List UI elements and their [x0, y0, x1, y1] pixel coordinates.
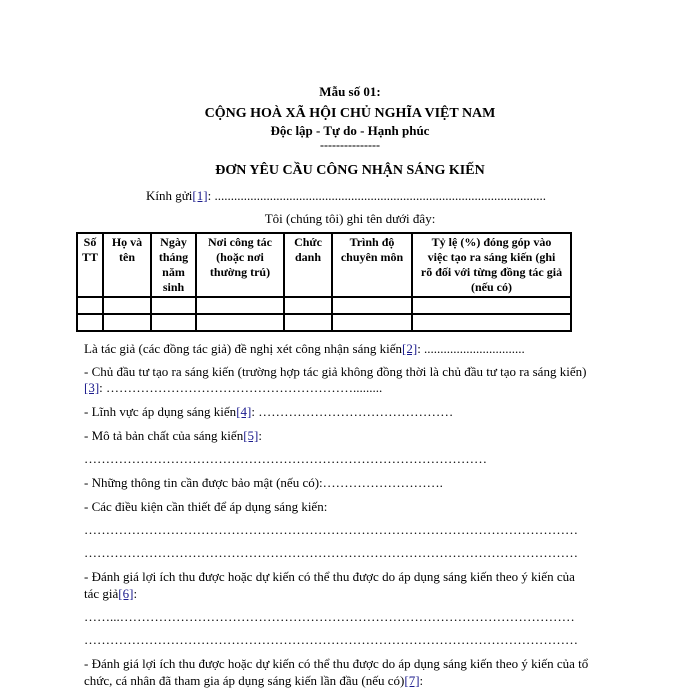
table-row [77, 314, 571, 331]
header-cell-birthdate: Ngày tháng năm sinh [151, 233, 196, 297]
table-header-row [77, 233, 571, 297]
table-cell[interactable] [284, 314, 332, 331]
authors-line: Là tác giả (các đồng tác giả) đề nghị xét công nhận sáng kiến[2]: ............................... [84, 341, 525, 356]
table-cell[interactable] [412, 314, 571, 331]
investor-line: - Chủ đầu tư tạo ra sáng kiến (trường hợp tác giả không đồng thời là chủ đầu tư tạo ra sáng kiến) [84, 364, 587, 379]
table-cell[interactable] [151, 314, 196, 331]
header-cell-qualification: Trình độ chuyên môn [332, 233, 412, 297]
header-cell-name: Họ và tên [103, 233, 151, 297]
header-rule: --------------- [320, 138, 380, 152]
footnote-link-6[interactable]: [6] [118, 586, 134, 601]
footnote-link-3[interactable]: [3] [84, 380, 100, 395]
footnote-link-1[interactable]: [1] [192, 188, 208, 203]
form-number: Mẫu số 01: [319, 84, 381, 99]
footnote-link-7[interactable]: [7] [404, 673, 420, 688]
benefit-author-line: - Đánh giá lợi ích thu được hoặc dự kiến có thể thu được do áp dụng sáng kiến theo ý kiến của [84, 569, 575, 584]
table-cell[interactable] [332, 314, 412, 331]
description-line: - Mô tả bản chất của sáng kiến[5]: [84, 428, 262, 443]
intro-line: Tôi (chúng tôi) ghi tên dưới đây: [264, 211, 436, 226]
national-motto: Độc lập - Tự do - Hạnh phúc [270, 123, 430, 138]
benefit-org-line: - Đánh giá lợi ích thu được hoặc dự kiến có thể thu được do áp dụng sáng kiến theo ý kiến của tổ [84, 656, 589, 671]
table-cell[interactable] [77, 314, 103, 331]
benefit-dots-2: …………………………………………………………………………………………………… [84, 632, 578, 647]
description-dots: ………………………………………………………………………………… [84, 451, 487, 466]
field-line: - Lĩnh vực áp dụng sáng kiến[4]: ……………………………………… [84, 404, 454, 419]
table-cell[interactable] [332, 297, 412, 314]
benefit-org-line-cont: chức, cá nhân đã tham gia áp dụng sáng kiến lần đầu (nếu có)[7]: [84, 673, 424, 688]
table-cell[interactable] [284, 297, 332, 314]
footnote-link-2[interactable]: [2] [402, 341, 418, 356]
table-cell[interactable] [196, 314, 284, 331]
table-cell[interactable] [103, 314, 151, 331]
table-cell[interactable] [151, 297, 196, 314]
header-cell-contribution: Tỷ lệ (%) đóng góp vào việc tạo ra sáng kiến (ghi rõ đối với từng đồng tác giả (nếu có) [412, 233, 571, 297]
table-row [77, 297, 571, 314]
table-cell[interactable] [196, 297, 284, 314]
footnote-link-5[interactable]: [5] [243, 428, 259, 443]
authors-table [76, 232, 572, 332]
conditions-line: - Các điều kiện cần thiết để áp dụng sáng kiến: [84, 499, 328, 514]
footnote-link-4[interactable]: [4] [236, 404, 252, 419]
benefit-author-line-cont: tác giả[6]: [84, 586, 138, 601]
header-cell-stt: Số TT [77, 233, 103, 297]
header-cell-position: Chức danh [284, 233, 332, 297]
document-title: ĐƠN YÊU CẦU CÔNG NHẬN SÁNG KIẾN [215, 163, 485, 178]
addressee-dots: : ...................................................................................................... [207, 188, 546, 203]
table-cell[interactable] [77, 297, 103, 314]
header-cell-workplace: Nơi công tác (hoặc nơi thường trú) [196, 233, 284, 297]
conditions-dots-1: …………………………………………………………………………………………………… [84, 522, 578, 537]
table-cell[interactable] [412, 297, 571, 314]
addressee-line [146, 188, 546, 204]
table-cell[interactable] [103, 297, 151, 314]
addressee-label: Kính gửi [146, 188, 193, 203]
nation-title: CỘNG HOÀ XÃ HỘI CHỦ NGHĨA VIỆT NAM [204, 106, 496, 121]
benefit-dots-1: ……...…………………………………………………………………………………………… [84, 609, 575, 624]
conditions-dots-2: …………………………………………………………………………………………………… [84, 545, 578, 560]
investor-line-cont: [3]: …………………………………………………......... [84, 380, 383, 395]
secret-info-line: - Những thông tin cần được bảo mật (nếu có):………………………. [84, 475, 443, 490]
